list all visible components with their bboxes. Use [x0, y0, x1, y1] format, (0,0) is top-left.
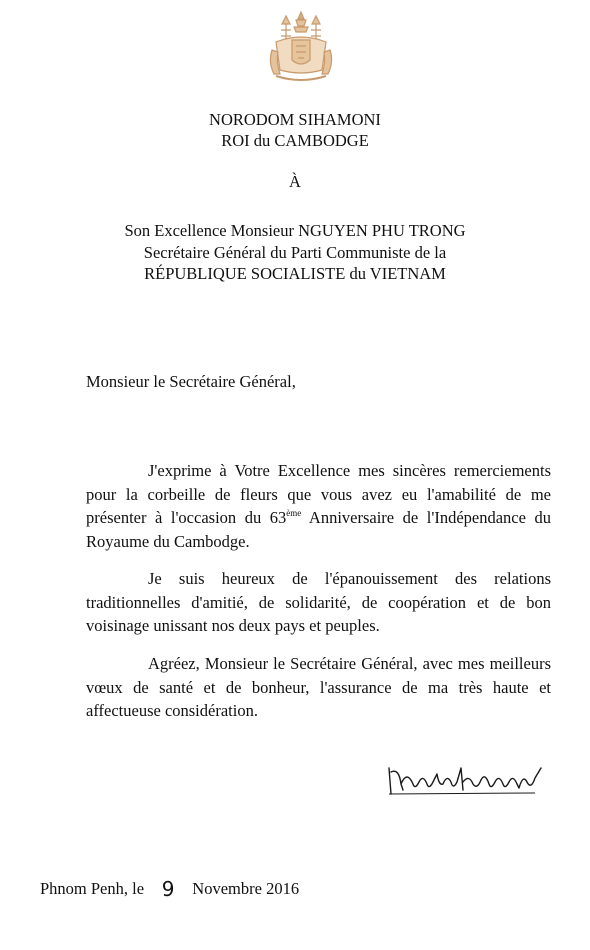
- body-paragraph-1: [86, 459, 551, 553]
- month-year: Novembre 2016: [192, 879, 300, 898]
- body-paragraph-2: [86, 567, 551, 638]
- salutation: Monsieur le Secrétaire Général,: [86, 372, 296, 391]
- addressed-to-word: À: [289, 172, 301, 191]
- place-and-date: [40, 875, 299, 899]
- body-paragraph-3: [86, 652, 551, 723]
- handwritten-signature-icon: [385, 760, 545, 800]
- addressee-line-3: RÉPUBLIQUE SOCIALISTE du VIETNAM: [144, 264, 446, 283]
- addressee-line-1: Son Excellence Monsieur NGUYEN PHU TRONG: [124, 221, 466, 240]
- paragraph-1-text: J'exprime à Votre Excellence mes sincères remerciements pour la corbeille de fleurs que vous avez eu l'amabilité de me présenter à l'occasion du 63: [86, 461, 551, 527]
- paragraph-3-text: Agréez, Monsieur le Secrétaire Général, avec mes meilleurs vœux de santé et de bonheur, l'assurance de ma très haute et affectueuse considération.: [86, 654, 551, 720]
- sender-title: ROI du CAMBODGE: [221, 131, 369, 150]
- sender-block: [0, 109, 590, 151]
- paragraph-2-text: Je suis heureux de l'épanouissement des relations traditionnelles d'amitié, de solidarité, de coopération et de bon voisinage unissant nos deux pays et peuples.: [86, 569, 551, 635]
- addressee-line-2: Secrétaire Général du Parti Communiste de la: [143, 242, 447, 262]
- handwritten-day: 9: [161, 877, 175, 901]
- royal-coat-of-arms-icon: [262, 10, 340, 84]
- place-label: Phnom Penh, le: [40, 879, 145, 898]
- ordinal-superscript: ème: [286, 508, 302, 518]
- addressee-block: [0, 220, 590, 285]
- paragraph-1-text-end: Anniversaire de l'Indépendance du Royaume du Cambodge.: [86, 508, 551, 551]
- sender-name: NORODOM SIHAMONI: [209, 110, 381, 129]
